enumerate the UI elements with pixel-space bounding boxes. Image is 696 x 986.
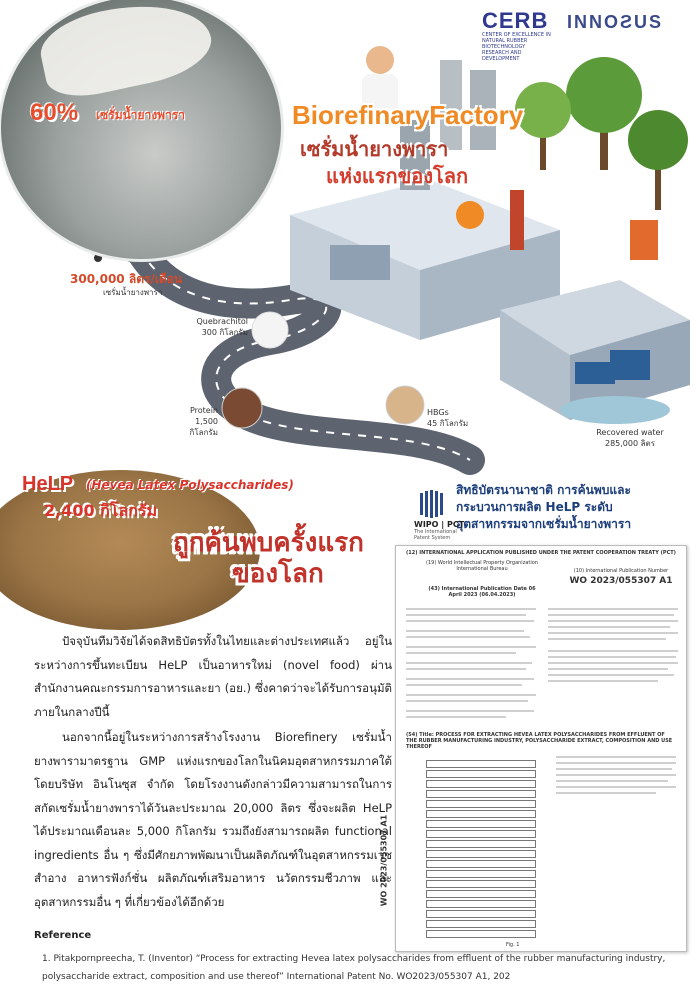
- title-thai-line2: แห่งแรกของโลก: [326, 164, 469, 188]
- water-name: Recovered water: [596, 428, 664, 437]
- hbgs-label: [427, 407, 468, 429]
- hbgs-name: HBGs: [427, 408, 449, 417]
- title-biorefinery: BiorefinaryFactory: [292, 100, 524, 130]
- help-fullname: (Hevea Latex Polysaccharides): [86, 478, 294, 492]
- latex-serum-photo: [0, 0, 284, 262]
- patent-document-image: [379, 545, 687, 952]
- body-paragraph-2: นอกจากนี้อยู่ในระหว่างการสร้างโรงงาน Biorefinery เซรั่มน้ำยางพารามาตรฐาน GMP แห่งแรกของโลกในนิคมอุตสาหกรรมภาคใต้ โดยบริษัท อินโนซุส จำกัด โดยโรงงานดังกล่าวมีความสามารถในการสกัดเซรั่มน้ำยางพาราได้วันละประมาณ 20,000 ลิตร ซึ่งจะผลิต HeLP ได้ประมาณเดือนละ 5,000 กิโลกรัม รวมถึงยังสามารถผลิต functional ingredients อื่น ๆ ซึ่งมีศักยภาพพัฒนาเป็นผลิตภัณฑ์ในอุตสาหกรรมเวชสำอาง อาหารฟังก์ชั่น ผลิตภัณฑ์เสริมอาหาร นวัตกรรมชีวภาพ และอุตสาหกรรมอื่น ๆ ที่เกี่ยวข้องได้อีกด้วย: [34, 730, 392, 909]
- doc-vertical-text: WO 2023/055307 A1: [379, 814, 389, 907]
- truck-amount: 300,000 ลิตร/เดือน: [70, 272, 183, 286]
- doc-publication-date: (43) International Publication Date 06 April 2023 (06.04.2023): [428, 586, 536, 598]
- cerb-logo-subtitle: CENTER OF EXCELLENCE IN NATURAL RUBBER BIOTECHNOLOGY RESEARCH AND DEVELOPMENT: [482, 32, 551, 62]
- hbgs-dish-icon: [386, 386, 424, 424]
- quebrachitol-name: Quebrachitol: [196, 317, 248, 326]
- wipo-subtitle: The International Patent System: [414, 529, 457, 541]
- help-amount: 2,400 กิโลกรัม: [44, 501, 158, 520]
- reference-text: 1. Pitakpornpreecha, T. (Inventor) “Process for extracting Hevea latex polysaccharides from effluent of the rubber manufacturing industry, polysaccharide extract, composition and use thereof” International Patent No. WO2023/055307 A1, 202: [42, 954, 666, 982]
- patent-heading: [456, 482, 694, 533]
- discovered-line2: ของโลก: [232, 559, 324, 589]
- truck-desc: เซรั่มน้ำยางพารา: [103, 288, 163, 297]
- serum-percent-desc: เซรั่มน้ำยางพารา: [96, 108, 186, 122]
- cerb-logo: CERB: [482, 8, 549, 33]
- latex-sheet-image: [35, 0, 218, 104]
- doc-title: (54) Title: PROCESS FOR EXTRACTING HEVEA LATEX POLYSACCHARIDES FROM EFFLUENT OF THE RUBBER MANUFACTURING INDUSTRY, POLYSACCHARIDE EXTRACT, COMPOSITION AND USE THEREOF: [406, 732, 673, 750]
- doc-pub-heading: (10) International Publication Number: [573, 568, 669, 574]
- wipo-pct-label: WIPO | PCT: [414, 520, 465, 529]
- doc-publication-number: WO 2023/055307 A1: [569, 576, 673, 586]
- patent-heading-line3: อุตสาหกรรมจากเซรั่มน้ำยางพารา: [456, 517, 632, 531]
- quebrachitol-label: [188, 316, 248, 338]
- reference-title: Reference: [34, 930, 92, 941]
- doc-vertical-number: [379, 796, 408, 946]
- quebrachitol-amount: 300 กิโลกรัม: [201, 328, 248, 337]
- patent-heading-line2: กระบวนการผลิต HeLP ระดับ: [456, 500, 613, 514]
- help-name: HeLP: [22, 473, 74, 495]
- doc-organization: (19) World Intellectual Property Organization International Bureau: [426, 560, 538, 572]
- innozus-logo: INNOƧUS: [567, 12, 664, 32]
- hbgs-amount: 45 กิโลกรัม: [427, 419, 469, 428]
- quebrachitol-dish-icon: [252, 312, 288, 348]
- tree-icon: [515, 57, 688, 210]
- body-paragraph-1: ปัจจุบันทีมวิจัยได้จดสิทธิบัตรทั้งในไทยและต่างประเทศแล้ว อยู่ในระหว่างการขึ้นทะเบียน HeLP เป็นอาหารใหม่ (novel food) ผ่านสำนักงานคณะกรรมการอาหารและยา (อย.) ซึ่งคาดว่าจะได้รับการอนุมัติภายในกลางปีนี้: [34, 634, 392, 719]
- doc-flowchart: [426, 758, 536, 940]
- patent-heading-line1: สิทธิบัตรนานาชาติ การค้นพบและ: [456, 483, 631, 497]
- serum-percent: 60%: [30, 99, 79, 126]
- protein-amount: 1,500 กิโลกรัม: [189, 417, 218, 437]
- water-amount: 285,000 ลิตร: [604, 439, 656, 448]
- wipo-globe-icon: [414, 489, 450, 519]
- protein-name: Protein: [189, 406, 218, 415]
- doc-header: (12) INTERNATIONAL APPLICATION PUBLISHED UNDER THE PATENT COOPERATION TREATY (PCT): [406, 550, 676, 556]
- discovered-line1: ถูกค้นพบครั้งแรก: [173, 528, 364, 558]
- title-thai-line1: เซรั่มน้ำยางพารา: [300, 137, 449, 161]
- protein-dish-icon: [222, 388, 262, 428]
- recovered-water-icon: [560, 396, 670, 424]
- water-label: [590, 427, 670, 449]
- doc-figure-label: Fig. 1: [506, 942, 520, 948]
- protein-label: [178, 405, 218, 438]
